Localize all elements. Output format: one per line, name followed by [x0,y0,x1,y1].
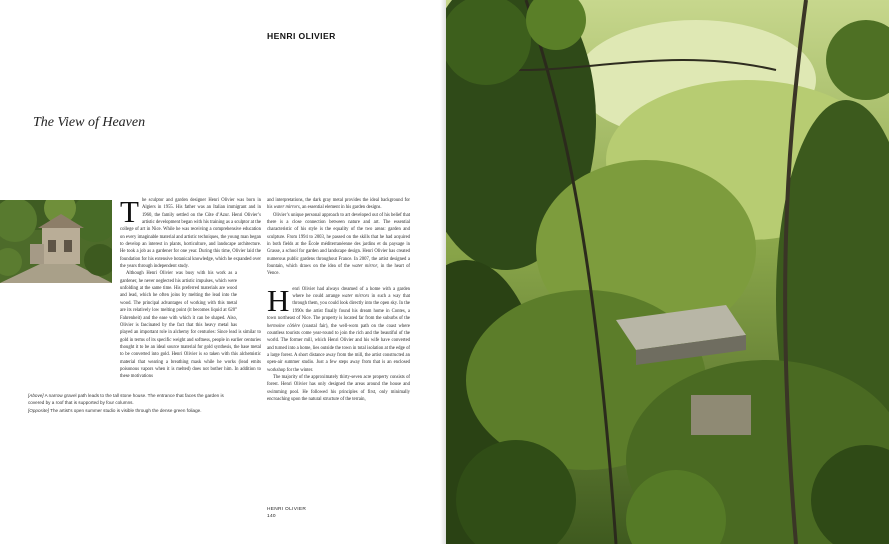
caption-opposite-text: The artist’s open summer studio is visible through the dense green foliage. [48,407,202,413]
paragraph: The majority of the approximately thirty-seven acre property consists of forest. Henri Olivier has only designed the areas around the house and swimming pool. He followed his principles of first, only minimally encroaching upon the natural structure of the terrain, [267,374,410,402]
photo-caption [28,392,228,414]
page-footer [267,506,306,520]
text-wrap-spacer [237,270,261,322]
caption-above-text: A narrow gravel path leads to the tall stone house. The entrance that faces the garden is covered by a roof that is supported by four columns. [28,393,224,406]
running-header: HENRI OLIVIER [267,31,336,41]
text-column-1 [120,194,261,381]
drop-cap: T [120,194,139,229]
paragraph: and interpretations, the dark gray metal provides the ideal background for his water mirrors, an essential element in his garden designs. [267,198,410,211]
caption-above-label: [Above] [28,393,44,398]
paragraph: Although Henri Olivier was busy with his work as a gardener, he never neglected his artistic impulses, which were unfolding at the same time. His preferred materials are wood and lead, which he often joins by melting the lead into the wood. The principal advantages of working with this metal are its relatively low melting point (it becomes liquid at 620° Fahrenheit) and the ease with which it can be shaped. Also, Olivier is fascinated by the fact that this heavy metal has played an important role in alchemy for centuries: Since lead is similar to gold in terms of its specific weight and softness, people in earlier centuries thought it to be an ideal source material for gold synthesis, the base metal to be converted into gold. Henri Olivier is so taken with this alchemistic material that wearing a breathing mask while he works (lead emits poisonous vapors when it is melted) does not bother him. In addition to these motivations [120,271,261,380]
paragraph: Henri Olivier had always dreamed of a home with a garden where he could arrange water mirrors in such a way that through them, you could look directly into the open sky. In the 1990s the artist finally found his dream home in Contes, a town northeast of Nice. The property is located far from the suburbs of the hermoine côtière (coastal fair), the well-worn path on the coast where countless tourists come year-round to join the rich and the beautiful of the world. The former mill, which Henri Olivier and his wife have converted and turned into a home, lies outside the town in total isolation at the edge of a large forest. A short distance away from the mill, the artist constructed an open-air summer studio. Just a few steps away from that is an enclosed workshop for the winter. [267,282,410,373]
paragraph: Olivier’s unique personal approach to art developed out of his belief that there is a close connection between nature and art. The essential characteristic of his style is the equality of the two areas: garden and sculpture. From 1994 to 2003, he passed on the skills that he had acquired in both fields at the École méditerranéenne des jardins et du paysage in Grasse, a school for garden and landscape design. Henri Olivier has created numerous public gardens throughout France. In 2007, the artist designed a fountain, which draws on the idea of the water mirror, in the heart of Vence. [267,212,410,277]
paragraph: The sculptor and garden designer Henri Olivier was born in Algiers in 1955. His father was an Italian immigrant and in 1960, the family settled on the Côte d’Azur. Henri Olivier’s artistic development began with his training as a sculptor at the college of art in Nice. While he was receiving a comprehensive education on every imaginable material and artistic techniques, the young man began to develop an interest in plants, horticulture, and landscape architecture. He took a job as a gardener for one year. During this time, Olivier laid the foundation for his extensive botanical knowledge, which he expanded over the years through independent study. [120,194,261,270]
drop-cap: H [267,282,290,318]
page-number: 140 [267,514,276,519]
footer-name: HENRI OLIVIER [267,507,307,512]
caption-opposite-label: [Opposite] [28,407,49,413]
forest-photo [446,0,889,544]
text-column-2 [267,197,410,403]
stone-house-thumbnail [0,200,112,283]
chapter-title: The View of Heaven [33,115,146,130]
